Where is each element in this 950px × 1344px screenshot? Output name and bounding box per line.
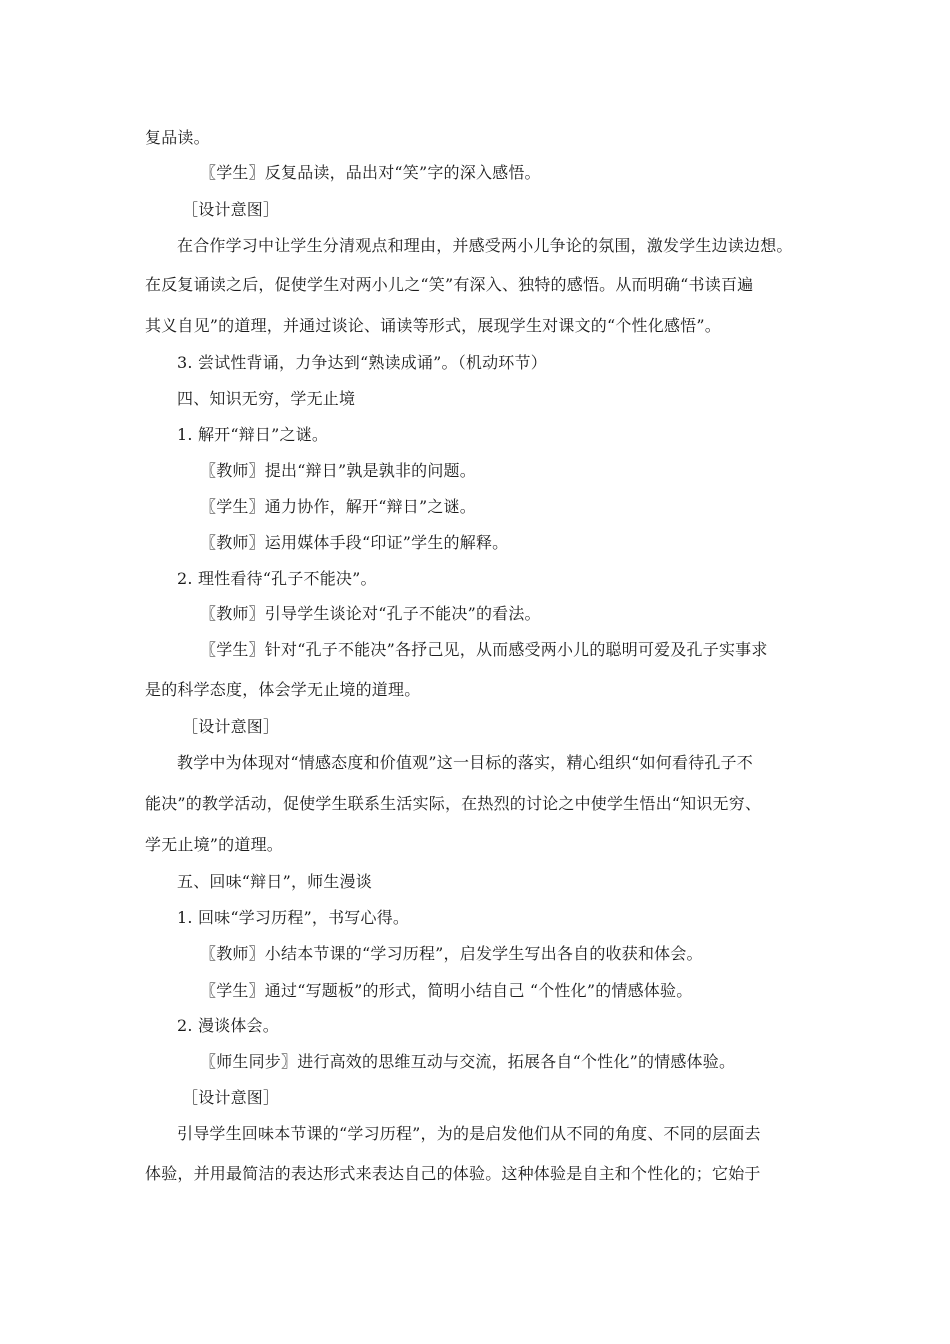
text-line: 〖学生〗通力协作，解开“辩日”之谜。 xyxy=(200,497,476,516)
section-label: ［设计意图］ xyxy=(182,717,280,736)
text-line: 〖教师〗提出“辩日”孰是孰非的问题。 xyxy=(200,461,476,480)
list-item: 2. 理性看待“孔子不能决”。 xyxy=(177,569,377,588)
text-line: 体验，并用最简洁的表达形式来表达自己的体验。这种体验是自主和个性化的；它始于 xyxy=(145,1164,761,1183)
text-line: 〖学生〗针对“孔子不能决”各抒己见，从而感受两小儿的聪明可爱及孔子实事求 xyxy=(200,640,768,659)
text-line: 引导学生回味本节课的“学习历程”，为的是启发他们从不同的角度、不同的层面去 xyxy=(177,1124,761,1143)
list-item: 1. 回味“学习历程”，书写心得。 xyxy=(177,908,410,927)
text-line: 学无止境”的道理。 xyxy=(145,835,283,854)
text-line: 〖教师〗小结本节课的“学习历程”，启发学生写出各自的收获和体会。 xyxy=(200,944,703,963)
text-line: 〖教师〗运用媒体手段“印证”学生的解释。 xyxy=(200,533,509,552)
text-line: 〖学生〗通过“写题板”的形式，简明小结自己 “个性化”的情感体验。 xyxy=(200,981,693,1000)
text-line: 能决”的教学活动，促使学生联系生活实际，在热烈的讨论之中使学生悟出“知识无穷、 xyxy=(145,794,762,813)
list-item: 1. 解开“辩日”之谜。 xyxy=(177,425,329,444)
text-line: 在反复诵读之后，促使学生对两小儿之“笑”有深入、独特的感悟。从而明确“书读百遍 xyxy=(145,275,754,294)
text-line: 复品读。 xyxy=(145,128,210,147)
section-label: ［设计意图］ xyxy=(182,1088,280,1107)
list-item: 3. 尝试性背诵，力争达到“熟读成诵”。（机动环节） xyxy=(177,353,547,372)
text-line: 在合作学习中让学生分清观点和理由，并感受两小儿争论的氛围，激发学生边读边想。 xyxy=(177,236,793,255)
list-item: 2. 漫谈体会。 xyxy=(177,1016,279,1035)
text-line: 〖教师〗引导学生谈论对“孔子不能决”的看法。 xyxy=(200,604,541,623)
text-line: 〖学生〗反复品读，品出对“笑”字的深入感悟。 xyxy=(200,163,541,182)
section-label: ［设计意图］ xyxy=(182,200,280,219)
text-line: 教学中为体现对“情感态度和价值观”这一目标的落实，精心组织“如何看待孔子不 xyxy=(177,753,753,772)
section-heading: 五、回味“辩日”，师生漫谈 xyxy=(177,872,372,891)
text-line: 其义自见”的道理，并通过谈论、诵读等形式，展现学生对课文的“个性化感悟”。 xyxy=(145,316,721,335)
section-heading: 四、知识无穷，学无止境 xyxy=(177,389,356,408)
text-line: 〖师生同步〗进行高效的思维互动与交流，拓展各自“个性化”的情感体验。 xyxy=(200,1052,736,1071)
text-line: 是的科学态度，体会学无止境的道理。 xyxy=(145,680,421,699)
